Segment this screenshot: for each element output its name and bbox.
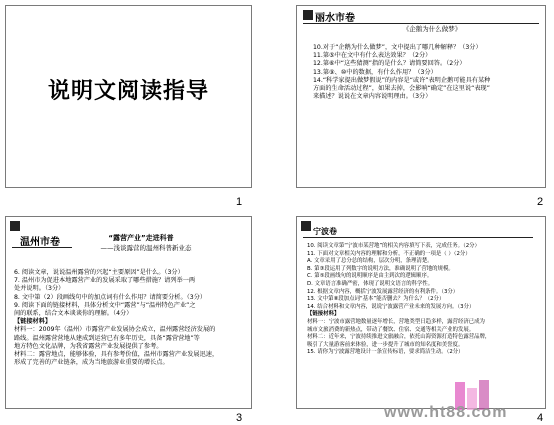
slide-3[interactable]: [5, 216, 252, 409]
question-line: 8. 文中第（2）段画线句中的加点词有什么作用？请简要分析。（3分）: [14, 293, 207, 301]
question-line: 路线。温州露营营地从建成到运营已有多年历史，具备“露营营地”等: [14, 334, 200, 342]
question-line: 10. 阅读文章第“宁波市某营地”的相关内容填写下表，完成任务。（2分）: [307, 243, 480, 249]
page-number-1: 1: [236, 196, 243, 208]
decorative-square: [301, 221, 311, 231]
question-line: 材料一：宁波市露营地数量逐年增长，营地类型日趋多样，露营经济已成为: [307, 318, 485, 325]
question-line: 间的联系，结合文本谈谈你的理解。（4分）: [14, 310, 133, 318]
question-line: A. 文章采用了总分总的结构，层次分明，条理清楚。: [307, 258, 433, 265]
question-line: 【链接材料】: [307, 311, 340, 318]
slide-2-questions: [313, 44, 490, 101]
divider: [12, 247, 72, 248]
slide-3-article-title: “露营产业”走进科普: [108, 234, 174, 242]
question-line: 处并说明。（3分）: [14, 285, 65, 293]
slide-1-title: 说明文阅读指导: [47, 79, 209, 104]
question-line: 13. 文中第⑧段加点词“基本”能否删去？为什么？（2分）: [307, 296, 445, 303]
question-line: 15. 请你为宁波露营地设计一条宣传标语，要求简洁生动。（2分）: [307, 349, 464, 356]
page-number-4: 4: [537, 412, 544, 424]
decorative-square: [10, 221, 20, 231]
page-number-3: 3: [236, 412, 243, 424]
question-line: 来描述？说说在文章内容说明理由。（3分）: [313, 93, 432, 101]
question-line: C. 第⑤段画线句的说明顺序是由主到次的逻辑顺序。: [307, 273, 433, 280]
question-line: 材料二：近年来，宁波持续推进文旅融合，依托山海资源打造特色露营品牌，: [307, 334, 491, 341]
question-line: 13.第⑨、⑩中的数据，有什么作用？（3分）: [313, 68, 437, 76]
question-line: 6. 阅读文章，说说温州露营的兴起“主要原因”是什么。（3分）: [14, 269, 184, 276]
question-line: 材料一：2009年（温州）市露营产业发展协会成立，温州露营经济发展的: [14, 326, 216, 334]
slide-4-heading: 宁波卷: [313, 227, 337, 236]
question-line: D. 文章语言准确严密，体现了说明文语言的科学性。: [307, 280, 434, 287]
slide-2[interactable]: [296, 5, 546, 188]
question-line: 14.“科学家提出做梦假说”的内容是“或许”表明企鹅可能具有某种: [313, 76, 491, 84]
question-line: B. 第③段运用了列数字的说明方法，准确说明了营地的规模。: [307, 265, 454, 272]
question-line: 11.第⑤中在文中有什么表达效果？（2分）: [313, 52, 432, 60]
slide-4[interactable]: [296, 216, 546, 409]
slide-3-questions: [14, 269, 218, 367]
question-line: 9. 阅读下面的链接材料，具体分析文中“露营”与“温州特色产业”之: [14, 301, 196, 309]
question-line: 12.第⑥中“这些猜测”指的是什么？请简要回答。（2分）: [313, 60, 466, 68]
slide-2-subtitle: 《企鹅为什么做梦》: [402, 25, 462, 33]
slide-4-questions: [307, 243, 490, 357]
question-line: 城市文旅消费的新热点，带动了餐饮、住宿、交通等相关产业的发展。: [307, 326, 475, 333]
question-line: 材料二：露营地点，能够体验，具有参考价值，温州市露营产业发展迅速，: [14, 351, 219, 359]
question-line: 【链接材料】: [14, 318, 52, 326]
question-line: 14. 结合材料和文章内容，说说宁波露营产业未来的发展方向。（3分）: [307, 303, 475, 310]
question-line: 7. 温州市为促进本地露营产业的发展采取了哪些措施？请列举一两: [14, 277, 196, 285]
slide-1[interactable]: [5, 5, 252, 188]
question-line: 形成了完善的产业链条，成为当地旅游业重要的增长点。: [14, 359, 169, 367]
slide-2-heading: 丽水市卷: [315, 13, 355, 24]
question-line: 11. 下面对文章相关内容的理解和分析，不正确的一项是（ ）（2分）: [307, 250, 471, 257]
page-number-2: 2: [537, 196, 544, 208]
slide-3-heading: 温州市卷: [20, 237, 60, 248]
watermark-text: www.ht88.com: [384, 404, 508, 421]
divider: [303, 237, 533, 238]
question-line: 12. 根据文章内容，概括宁波发展露营经济的有利条件。（3分）: [307, 288, 459, 295]
question-line: 地方特色文化品牌，为我省露营产业发展提供了参考。: [14, 342, 163, 350]
slide-3-article-subtitle: ——浅谈露营的温州科普新业态: [100, 244, 192, 252]
question-line: 吸引了大量游客前来体验，进一步提升了城市的知名度和美誉度。: [307, 341, 464, 348]
decorative-square: [303, 10, 313, 20]
question-line: 10.对于“企鹅为什么做梦”，文中提出了哪几种解释？（3分）: [313, 44, 482, 51]
question-line: 方面的生命活动过程”，如果去掉，会影响“确定”在这里说“表现”: [313, 85, 490, 93]
